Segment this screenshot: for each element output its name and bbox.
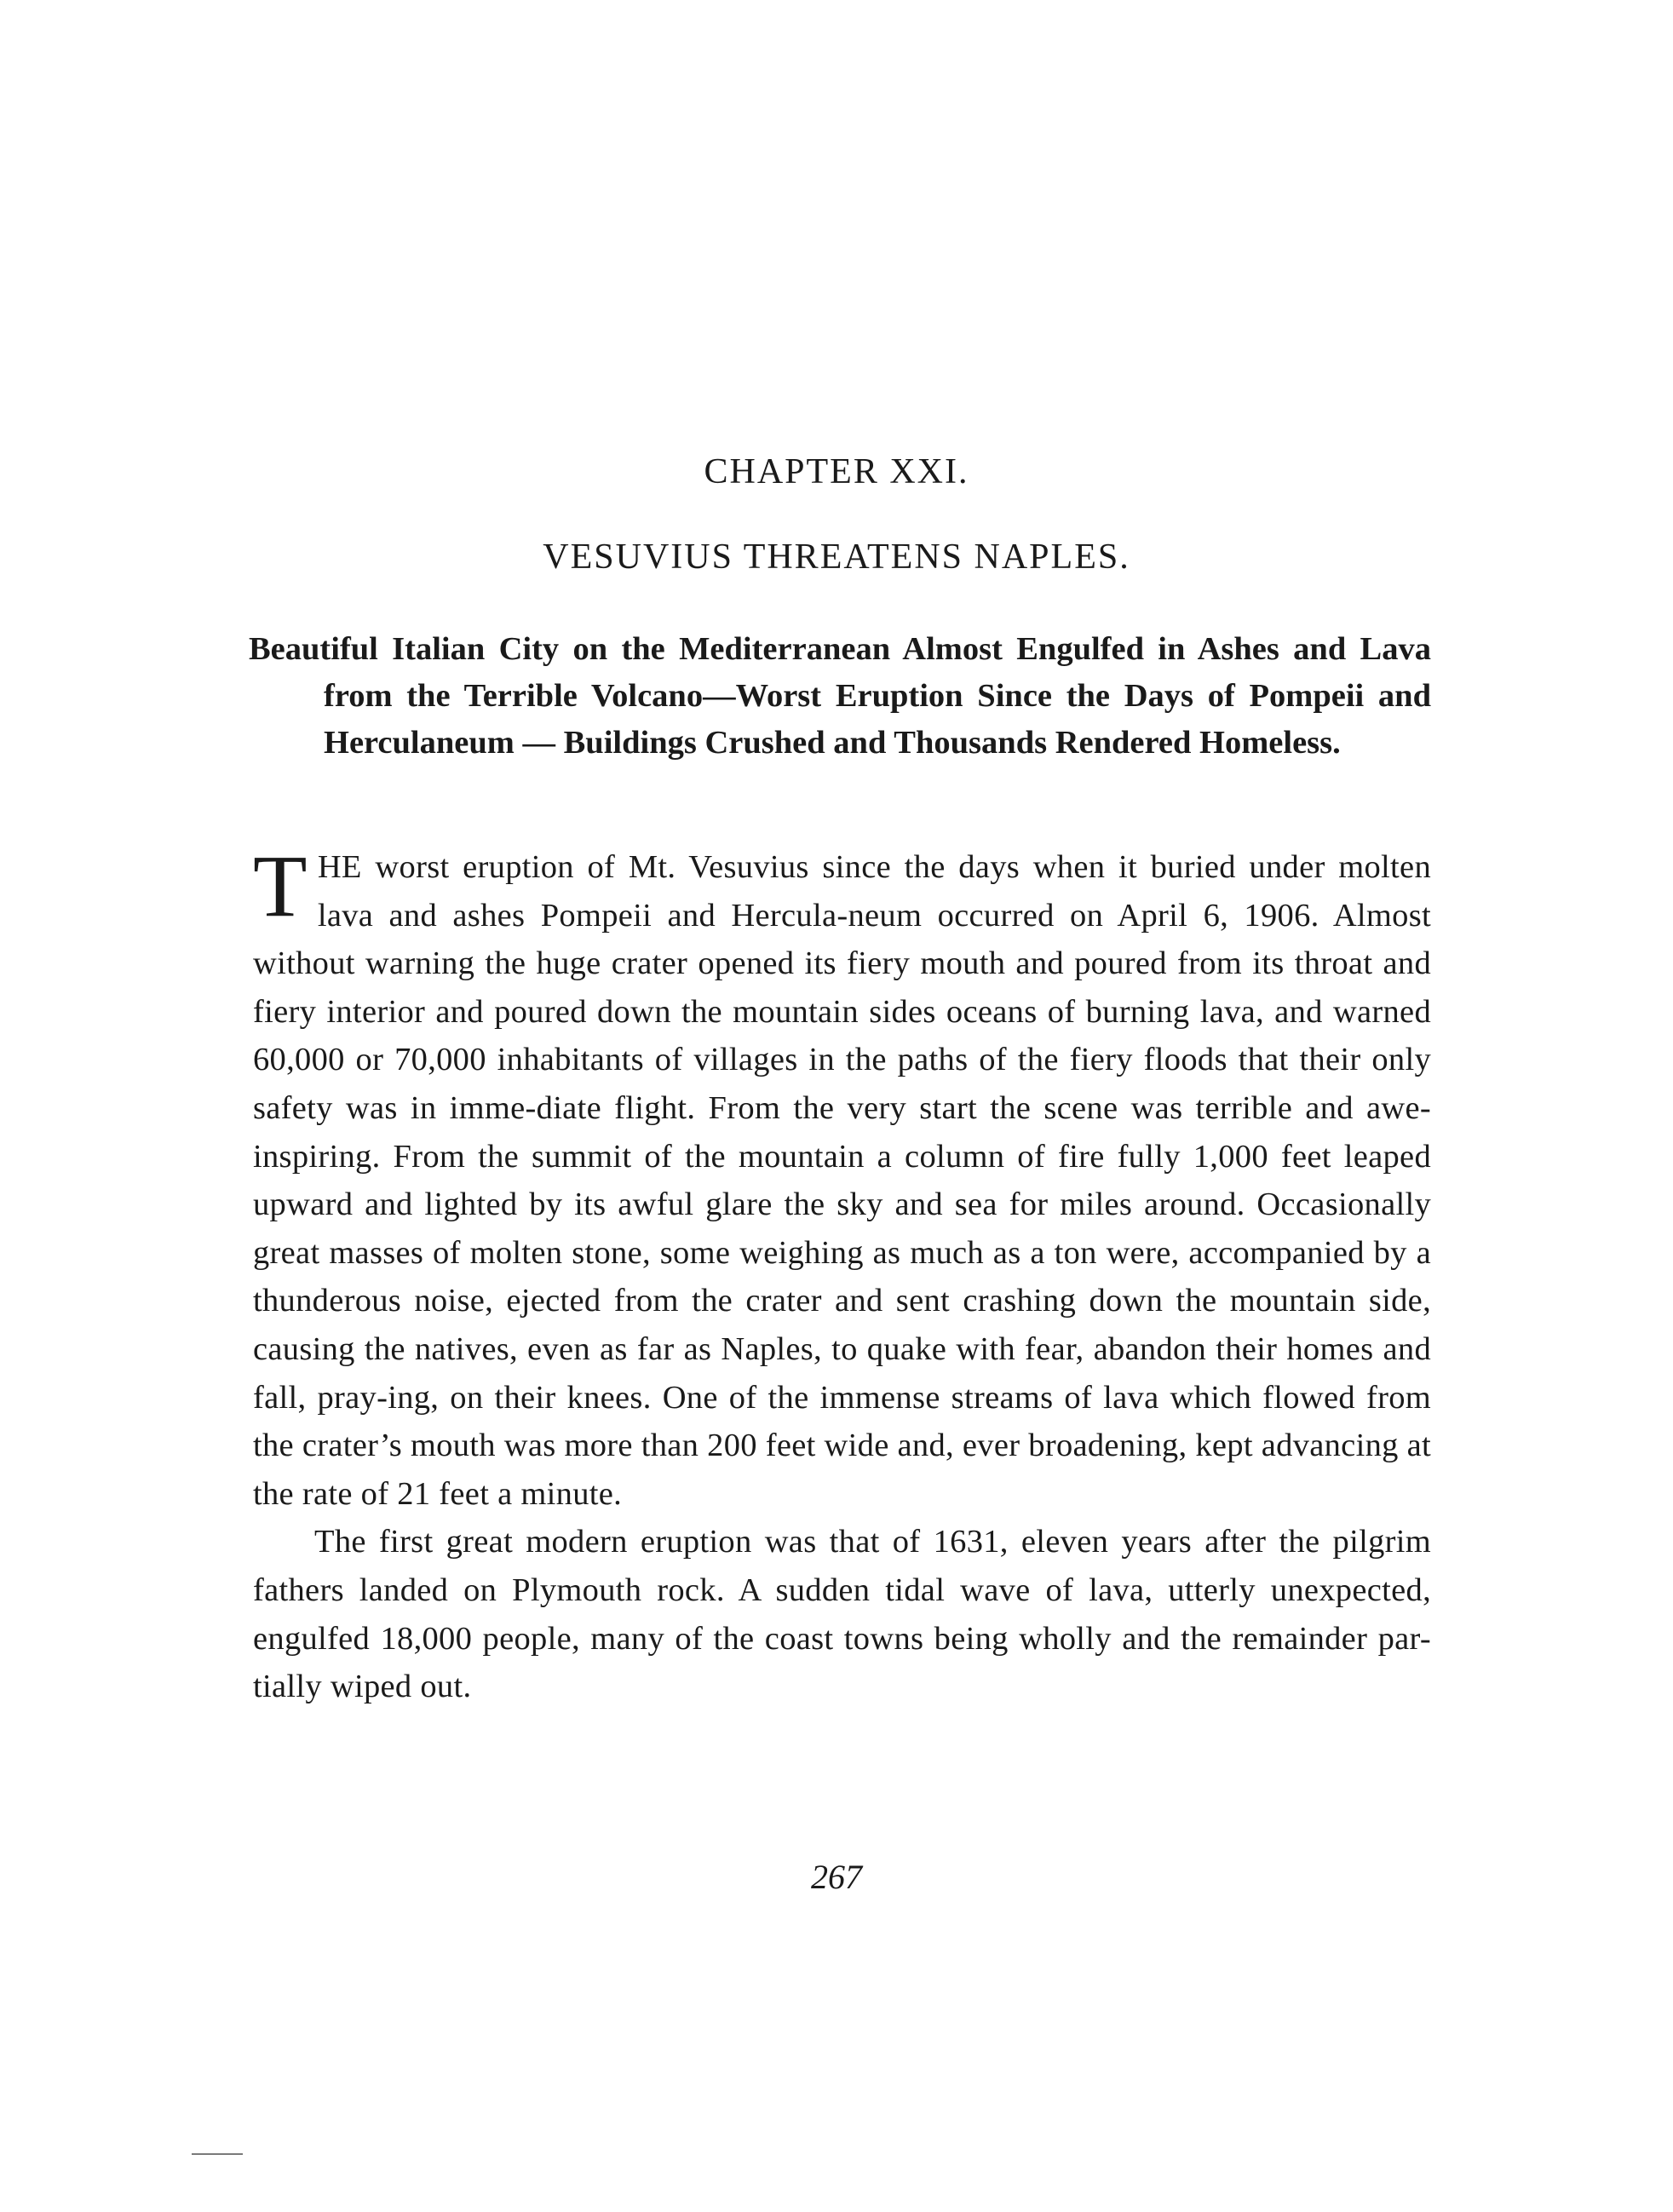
drop-cap: T xyxy=(253,837,308,935)
page-number: 267 xyxy=(811,1858,862,1896)
chapter-number: CHAPTER XXI. xyxy=(704,452,969,491)
paragraph-2: The first great modern eruption was that of 1631, eleven years after the pilgrim fathers landed on Plymouth rock. A sudden tidal wave of lava, utterly unexpected, engulfed 18,000 people, many of the coast towns being wholly and the remainder par-tially wiped out. xyxy=(253,1524,1431,1705)
paragraph-1-text: HE worst eruption of Mt. Vesuvius since the days when it buried under molten lava and ashes Pompeii and Hercula-neum occurred on April 6, 1906. Almost without warning the huge crater opened its fiery mouth and poured from its throat and fiery interior and poured down the mountain sides oceans of burning lava, and warned 60,000 or 70,000 inhabitants of villages in the paths of the fiery floods that their only safety was in imme-diate flight. From the very start the scene was terrible and awe-inspiring. From the summit of the mountain a column of fire fully 1,000 feet leaped upward and lighted by its awful glare the sky and sea for miles around. Occasionally great masses of molten stone, some weighing as much as a ton were, accompanied by a thunderous noise, ejected from the crater and sent crashing down the mountain side, causing the natives, even as far as Naples, to quake with fear, abandon their homes and fall, pray-ing, on their knees. One of the immense streams of lava which flowed from the crater’s mouth was more than 200 feet wide and, ever broadening, kept advancing at the rate of 21 feet a minute. xyxy=(253,849,1431,1512)
paragraph-1 xyxy=(253,837,1431,1518)
chapter-title: VESUVIUS THREATENS NAPLES. xyxy=(543,537,1130,577)
scan-mark xyxy=(192,2153,243,2155)
chapter-summary: Beautiful Italian City on the Mediterranean Almost Engulfed in Ashes and Lava from the Terrible Volcano—Worst Eruption Since the Days of Pompeii and Herculaneum — Buildings Crushed and Thousands Rendered Homeless. xyxy=(249,631,1431,761)
chapter-body xyxy=(253,837,1431,1711)
